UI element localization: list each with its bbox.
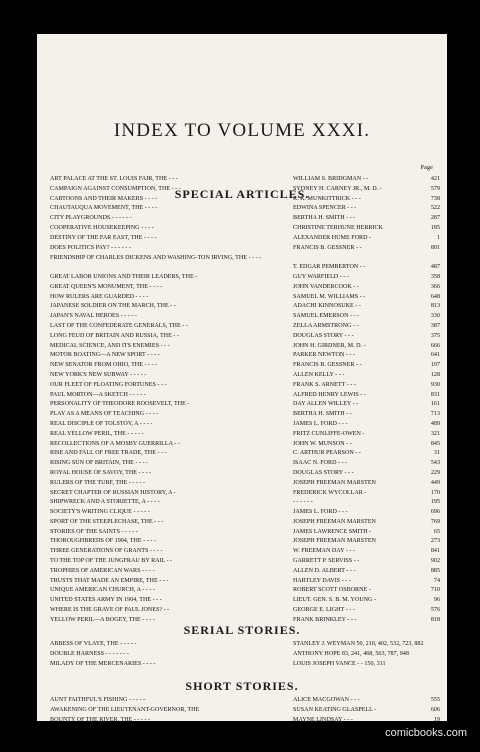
entry-page: 579 xyxy=(430,185,440,192)
list-item xyxy=(50,586,440,596)
special-articles-list xyxy=(50,175,440,626)
entry-title: ART PALACE AT THE ST. LOUIS FAIR, THE - - - xyxy=(50,176,178,182)
entry-title: CHAUTAUQUA MOVEMENT, THE - - - - xyxy=(50,205,158,212)
entry-author: EDWINA SPENCER - - - xyxy=(293,205,357,212)
list-item xyxy=(50,640,440,650)
entry-page: 195 xyxy=(430,499,440,506)
entry-title: PLAY AS A MEANS OF TEACHING - - - - xyxy=(50,411,159,418)
list-item xyxy=(50,410,440,420)
entry-page: 813 xyxy=(430,303,440,310)
list-item xyxy=(50,606,440,616)
list-item xyxy=(50,195,440,205)
list-item xyxy=(50,660,440,670)
entry-page: 161 xyxy=(430,401,440,408)
entry-page: 185 xyxy=(430,224,440,231)
entry-title: DOES POLITICS PAY? - - - - - - xyxy=(50,244,131,251)
entry-page: 273 xyxy=(430,538,440,545)
serial-stories-heading: SERIAL STORIES. xyxy=(183,623,301,637)
entry-title: CAMPAIGN AGAINST CONSUMPTION, THE - - - xyxy=(50,185,181,192)
entry-author: JOSEPH FREEMAN MARSTEN xyxy=(293,538,376,545)
entry-author: GARRETT P. SERVISS - - xyxy=(293,558,360,565)
entry-page: 555 xyxy=(430,697,440,703)
list-item xyxy=(50,185,440,195)
list-item xyxy=(50,577,440,587)
entry-title: ROYAL HOUSE OF SAVOY, THE - - - - xyxy=(50,469,152,476)
entry-title: WHERE IS THE GRAVE OF PAUL JONES? - - xyxy=(50,607,170,614)
list-item xyxy=(50,293,440,303)
index-page xyxy=(37,34,447,721)
entry-page: 576 xyxy=(430,607,440,614)
entry-page: 885 xyxy=(430,567,440,574)
entry-author: ALLEN D. ALBERT - - - xyxy=(293,567,356,574)
entry-page: 229 xyxy=(430,469,440,476)
entry-page: 321 xyxy=(430,430,440,437)
entry-author: JAMES L. FORD - - - xyxy=(293,420,348,427)
entry-title: AUNT FAITHFUL'S FISHING - - - - - xyxy=(50,697,146,703)
entry-title: JAPAN'S NAVAL HEROES - - - - - xyxy=(50,313,137,320)
list-item xyxy=(50,518,440,528)
list-item xyxy=(50,716,440,721)
special-articles-heading: SPECIAL ARTICLES. xyxy=(174,187,310,201)
list-item xyxy=(50,567,440,577)
entry-author: JAMES LAWRENCE SMITH - xyxy=(293,528,372,535)
entry-page: 641 xyxy=(430,352,440,359)
entry-author: ADACHI KINNOSUKE - - xyxy=(293,303,361,310)
entry-author: JAMES L. FORD - - - xyxy=(293,509,348,516)
entry-author: SYDNEY H. CARNEY JR., M. D. - xyxy=(293,185,382,192)
entry-title: GREAT QUEEN'S MONUMENT, THE - - - - xyxy=(50,283,163,290)
entry-title: YELLOW PERIL—A BOGEY, THE - - - - xyxy=(50,616,155,623)
entry-title: NEW SENATOR FROM OHIO, THE - - - - xyxy=(50,362,158,369)
list-item xyxy=(50,224,440,234)
entry-title: RISE AND FALL OF FREE TRADE, THE - - - xyxy=(50,450,167,457)
serial-stories-list xyxy=(50,640,440,669)
entry-author: FREDERICK WYCOLLAR - xyxy=(293,489,367,496)
entry-title: FRIENDSHIP OF CHARLES DICKENS AND WASHING-TON IRVING, THE - - - - xyxy=(50,255,262,262)
entry-title: TO THE TOP OF THE JUNGFRAU BY RAIL - - xyxy=(50,558,173,565)
entry-page: 449 xyxy=(430,479,440,486)
entry-page: 606 xyxy=(430,706,440,713)
entry-author: ANTHONY HOPE 83, 241, 468, 563, 787, 948 xyxy=(293,650,409,657)
list-item xyxy=(50,214,440,224)
entry-author: JOHN VANDERCOOK - - xyxy=(293,283,359,290)
entry-author: ISAAC N. FORD - - - xyxy=(293,460,348,467)
entry-author: ALEXANDER HUME FORD - xyxy=(293,234,372,241)
list-item xyxy=(50,351,440,361)
entry-page: 366 xyxy=(430,283,440,290)
entry-author: GEORGE E. LIGHT - - - xyxy=(293,607,355,614)
entry-author: FRANCIS B. GESSNER - - xyxy=(293,244,362,251)
entry-author: FRITZ CUNLIFFE-OWEN - xyxy=(293,430,365,437)
entry-author: JOHN H. GIRDNER, M. D. - xyxy=(293,342,366,349)
entry-page: 31 xyxy=(433,450,440,457)
list-item xyxy=(50,430,440,440)
entry-title: SOCIETY'S WRITING CLIQUE - - - - - xyxy=(50,509,150,516)
entry-title: OUR FLEET OF FLOATING FORTUNES - - - xyxy=(50,381,167,388)
entry-title: MOTOR BOATING—A NEW SPORT - - - - xyxy=(50,352,160,359)
entry-title: GREAT LABOR UNIONS AND THEIR LEADERS, THE - xyxy=(50,273,198,280)
entry-page: 818 xyxy=(430,616,440,623)
list-item xyxy=(50,342,440,352)
list-item xyxy=(50,547,440,557)
entry-page: 713 xyxy=(430,411,440,418)
entry-author: ROBERT SCOTT OSBORNE - xyxy=(293,587,371,594)
list-item xyxy=(50,400,440,410)
entry-title: REAL YELLOW PERIL, THE - - - - - xyxy=(50,430,144,437)
entry-author: - - - - - - xyxy=(293,499,313,506)
entry-page: 543 xyxy=(430,460,440,467)
entry-author: STANLEY J. WEYMAN 50, 210, 402, 532, 723, 882 xyxy=(293,641,424,647)
list-item xyxy=(50,244,440,254)
entry-page: 769 xyxy=(430,518,440,525)
entry-author: DOUGLAS STORY - - - xyxy=(293,469,354,476)
entry-author: BERTHA H. SMITH - - xyxy=(293,411,352,418)
entry-page: 96 xyxy=(433,597,440,604)
entry-author: SAMUEL M. WILLIAMS - - xyxy=(293,293,366,300)
entry-page: 330 xyxy=(430,313,440,320)
entry-page: 489 xyxy=(430,420,440,427)
entry-title: LAST OF THE CONFEDERATE GENERALS, THE - - xyxy=(50,322,188,329)
entry-author: JOHN W. MUNSON - - xyxy=(293,440,352,447)
entry-author: ALICE MACGOWAN - - - xyxy=(293,697,360,703)
list-item xyxy=(50,537,440,547)
entry-title: LONG FEUD OF BRITAIN AND RUSSIA, THE - - xyxy=(50,332,179,339)
entry-author: JOSEPH FREEMAN MARSTEN xyxy=(293,518,376,525)
entry-page: 801 xyxy=(430,244,440,251)
list-item xyxy=(50,557,440,567)
page-column-label: Page xyxy=(420,164,433,171)
entry-author: R. K. MUNKITTRICK - - - xyxy=(293,195,361,202)
entry-title: DESTINY OF THE FAR EAST, THE - - - - xyxy=(50,234,157,241)
entry-page: 522 xyxy=(430,205,440,212)
list-item xyxy=(50,440,440,450)
entry-title: DOUBLE HARNESS - - - - - - - xyxy=(50,650,129,657)
entry-page: 74 xyxy=(433,577,440,584)
list-item xyxy=(50,175,440,185)
list-item xyxy=(50,696,440,706)
entry-page: 1 xyxy=(436,234,440,241)
entry-title: AWAKENING OF THE LIEUTENANT-GOVERNOR, THE xyxy=(50,706,200,713)
list-item xyxy=(50,508,440,518)
entry-page: 387 xyxy=(430,322,440,329)
entry-author: BERTHA H. SMITH - - - xyxy=(293,215,356,222)
entry-title: CITY PLAYGROUNDS - - - - - - xyxy=(50,215,132,222)
list-item xyxy=(50,302,440,312)
entry-page: 648 xyxy=(430,293,440,300)
list-item xyxy=(50,283,440,293)
entry-title: BOUNTY OF THE RIVER, THE - - - - - xyxy=(50,716,151,721)
list-item xyxy=(50,322,440,332)
entry-title: TRUSTS THAT MADE AN EMPIRE, THE - - - xyxy=(50,577,169,584)
entry-title: JAPANESE SOLDIER ON THE MARCH, THE - - xyxy=(50,303,176,310)
entry-title: PAUL MORTON—A SKETCH - - - - - xyxy=(50,391,146,398)
entry-title: UNITED STATES ARMY IN 1904, THE - - - xyxy=(50,597,162,604)
entry-page: 696 xyxy=(430,509,440,516)
entry-title: THOROUGHBREDS OF 1904, THE - - - - xyxy=(50,538,156,545)
list-item xyxy=(50,469,440,479)
entry-title: NEW YORK'S NEW SUBWAY - - - - - xyxy=(50,371,147,378)
list-item xyxy=(50,498,440,508)
entry-page: 287 xyxy=(430,215,440,222)
list-item xyxy=(50,273,440,283)
entry-author: C. ARTHUR PEARSON - - xyxy=(293,450,361,457)
entry-page: 902 xyxy=(430,558,440,565)
list-item xyxy=(50,596,440,606)
entry-title: STORIES OF THE SAINTS - - - - - xyxy=(50,528,138,535)
entry-author: FRANK BRINKLEY - - - xyxy=(293,616,357,623)
entry-title: SECRET CHAPTER OF RUSSIAN HISTORY, A - xyxy=(50,489,176,496)
list-item xyxy=(50,381,440,391)
entry-author: ALLEN KELLY - - - xyxy=(293,371,345,378)
entry-author: FRANCIS B. GESSNER - - xyxy=(293,362,362,369)
list-item xyxy=(50,459,440,469)
entry-page: 358 xyxy=(430,273,440,280)
entry-title: ABBESS OF VLAYE, THE - - - - - xyxy=(50,641,137,647)
entry-title: REAL DISCIPLE OF TOLSTOY, A - - - - xyxy=(50,420,153,427)
list-item xyxy=(50,371,440,381)
entry-author: PARKER NEWTON - - - xyxy=(293,352,355,359)
entry-author: DOUGLAS STORY - - - xyxy=(293,332,354,339)
entry-title: SHIPWRECK AND A STORIETTE, A - - - - xyxy=(50,499,160,506)
page-title: INDEX TO VOLUME XXXI. xyxy=(113,120,371,141)
entry-page: 19 xyxy=(433,716,440,721)
entry-title: COOPERATIVE HOUSEKEEPING - - - - xyxy=(50,224,154,231)
entry-title: THREE GENERATIONS OF GRANTS - - - - xyxy=(50,548,163,555)
entry-title: HOW RULERS ARE GUARDED - - - - xyxy=(50,293,149,300)
entry-author: FRANK S. ARNETT - - - xyxy=(293,381,356,388)
list-item xyxy=(50,391,440,401)
entry-page: 421 xyxy=(430,176,440,182)
entry-title: MEDICAL SCIENCE, AND ITS ENEMIES - - - xyxy=(50,342,170,349)
entry-page: 375 xyxy=(430,332,440,339)
entry-author: SAMUEL EMERSON - - - xyxy=(293,313,360,320)
entry-title: TROPHIES OF AMERICAN WARS - - - - xyxy=(50,567,155,574)
entry-author: HARTLEY DAVIS - - - xyxy=(293,577,351,584)
entry-page: 487 xyxy=(430,264,440,271)
entry-page: 65 xyxy=(433,528,440,535)
list-item xyxy=(50,449,440,459)
entry-page: 170 xyxy=(430,489,440,496)
entry-author: ZELLA ARMSTRONG - - xyxy=(293,322,359,329)
list-item xyxy=(50,361,440,371)
entry-author: T. EDGAR PEMBERTON - - xyxy=(293,264,366,271)
entry-author: LIEUT. GEN. S. B. M. YOUNG - xyxy=(293,597,377,604)
entry-title: RECOLLECTIONS OF A MOSBY GUERRILLA - - xyxy=(50,440,180,447)
list-item xyxy=(50,204,440,214)
list-item xyxy=(50,706,440,716)
list-item xyxy=(50,234,440,244)
list-item xyxy=(50,253,440,273)
entry-page: 197 xyxy=(430,362,440,369)
entry-title: RULERS OF THE TURF, THE - - - - - xyxy=(50,479,145,486)
entry-page: 710 xyxy=(430,587,440,594)
entry-author: CHRISTINE TERHUNE HERRICK xyxy=(293,224,383,231)
list-item xyxy=(50,489,440,499)
short-stories-heading: SHORT STORIES. xyxy=(185,679,299,693)
list-item xyxy=(50,479,440,489)
entry-author: GUY WARFIELD - - - xyxy=(293,273,349,280)
entry-title: SPORT OF THE STEEPLECHASE, THE - - - xyxy=(50,518,164,525)
entry-page: 845 xyxy=(430,440,440,447)
entry-page: 666 xyxy=(430,342,440,349)
list-item xyxy=(50,312,440,322)
entry-page: 831 xyxy=(430,391,440,398)
entry-author: DAY ALLEN WILLEY - - xyxy=(293,401,359,408)
entry-author: WILLIAM S. BRIDGMAN - - xyxy=(293,176,369,182)
entry-author: SUSAN KEATING GLASPELL - xyxy=(293,706,377,713)
entry-author: MAYNE LINDSAY - - - xyxy=(293,716,353,721)
entry-page: 930 xyxy=(430,381,440,388)
entry-title: PERSONALITY OF THEODORE ROOSEVELT, THE - xyxy=(50,401,190,408)
entry-page: 841 xyxy=(430,548,440,555)
list-item xyxy=(50,528,440,538)
entry-title: CARTOONS AND THEIR MAKERS - - - - xyxy=(50,195,158,202)
short-stories-list xyxy=(50,696,440,721)
list-item xyxy=(50,420,440,430)
entry-title: MILADY OF THE MERCENARIES - - - - xyxy=(50,660,156,667)
entry-title: RISING SUN OF BRITAIN, THE - - - - xyxy=(50,460,149,467)
entry-page: 738 xyxy=(430,195,440,202)
list-item xyxy=(50,650,440,660)
entry-author: JOSEPH FREEMAN MARSTEN xyxy=(293,479,376,486)
entry-author: ALFRED HENRY LEWIS - - xyxy=(293,391,366,398)
watermark: comicbooks.com xyxy=(385,727,467,739)
entry-author: W. FREEMAN DAY - - - xyxy=(293,548,355,555)
entry-page: 128 xyxy=(430,371,440,378)
entry-title: UNIQUE AMERICAN CHURCH, A - - - - xyxy=(50,587,155,594)
entry-author: LOUIS JOSEPH VANCE - - 150, 311 xyxy=(293,660,386,667)
list-item xyxy=(50,332,440,342)
